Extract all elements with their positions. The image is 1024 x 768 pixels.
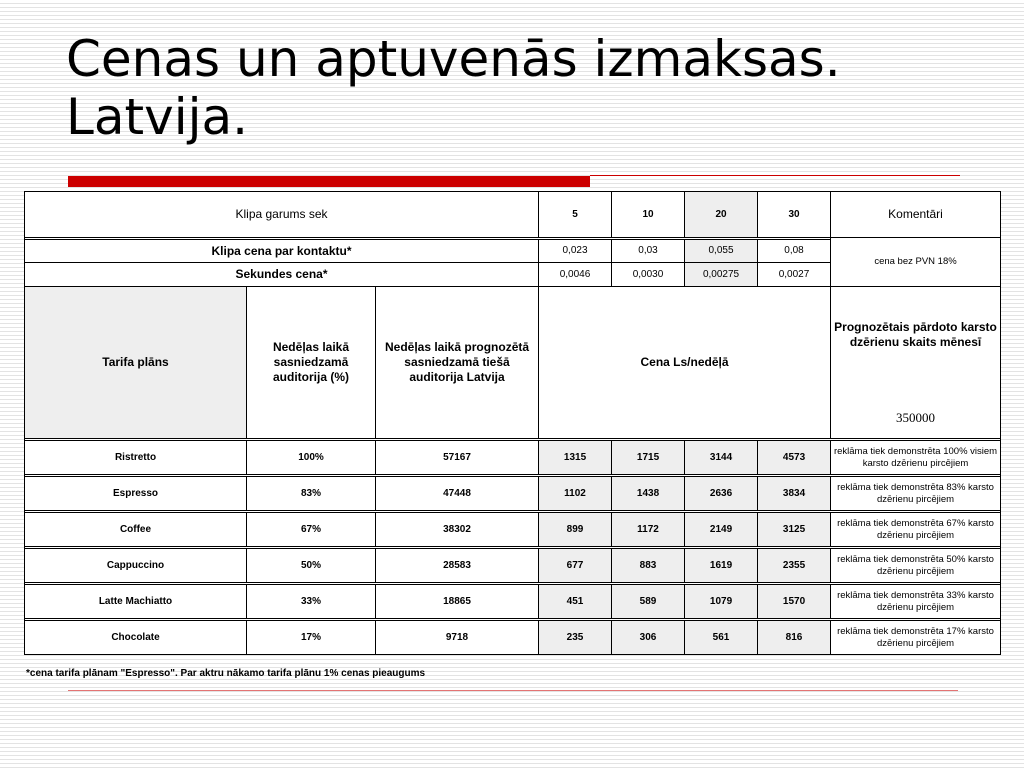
price-30: 816 <box>758 621 831 655</box>
row-comment: reklāma tiek demonstrēta 50% karsto dzērienu pircējiem <box>831 549 1001 583</box>
title-accent-bar <box>68 176 590 187</box>
clip-length-10: 10 <box>612 192 685 238</box>
plan-name: Ristretto <box>25 441 247 475</box>
price-10: 1715 <box>612 441 685 475</box>
price-10: 589 <box>612 585 685 619</box>
row-comment: reklāma tiek demonstrēta 67% karsto dzērienu pircējiem <box>831 513 1001 547</box>
forecast-cell <box>831 287 1001 439</box>
forecast-sold-header: Prognozētais pārdoto karsto dzērienu skaits mēnesī <box>834 319 997 349</box>
table-row <box>25 441 1001 475</box>
audience-count: 9718 <box>376 621 539 655</box>
weekly-audience-header: Nedēļas laikā sasniedzamā auditorija (%) <box>247 287 376 439</box>
price-30: 3834 <box>758 477 831 511</box>
comments-header: Komentāri <box>831 192 1001 238</box>
audience-pct: 33% <box>247 585 376 619</box>
price-table-body <box>25 192 1001 439</box>
slide-title-line1: Cenas un aptuvenās izmaksas. <box>66 30 841 88</box>
audience-count: 57167 <box>376 441 539 475</box>
audience-pct: 17% <box>247 621 376 655</box>
audience-count: 18865 <box>376 585 539 619</box>
table-row <box>25 477 1001 511</box>
title-accent-line <box>590 175 960 176</box>
vat-note: cena bez PVN 18% <box>831 238 1001 287</box>
tariff-plan-header: Tarifa plāns <box>25 287 247 439</box>
price-20: 1079 <box>685 585 758 619</box>
price-5: 451 <box>539 585 612 619</box>
row-comment: reklāma tiek demonstrēta 100% visiem karsto dzērienu pircējiem <box>831 441 1001 475</box>
second-price-label: Sekundes cena* <box>25 263 539 287</box>
plan-name: Cappuccino <box>25 549 247 583</box>
clip-length-label: Klipa garums sek <box>25 192 539 238</box>
clip-length-20: 20 <box>685 192 758 238</box>
forecast-box <box>833 288 998 438</box>
clip-price-label: Klipa cena par kontaktu* <box>25 240 539 263</box>
clip-price-10: 0,03 <box>612 240 685 263</box>
price-20: 1619 <box>685 549 758 583</box>
plan-header-row <box>25 287 1001 439</box>
audience-pct: 67% <box>247 513 376 547</box>
table-row <box>25 621 1001 655</box>
clip-length-row <box>25 192 1001 238</box>
second-price-30: 0,0027 <box>758 263 831 287</box>
second-price-10: 0,0030 <box>612 263 685 287</box>
table-row <box>25 549 1001 583</box>
price-20: 561 <box>685 621 758 655</box>
bottom-accent-line <box>68 690 958 691</box>
plan-name: Latte Machiatto <box>25 585 247 619</box>
price-5: 677 <box>539 549 612 583</box>
footnote: *cena tarifa plānam "Espresso". Par aktru nākamo tarifa plānu 1% cenas pieaugums <box>26 668 426 679</box>
plan-name: Coffee <box>25 513 247 547</box>
price-20: 2149 <box>685 513 758 547</box>
forecast-sold-value: 350000 <box>896 409 936 425</box>
table-row <box>25 585 1001 619</box>
plan-rows <box>25 439 1001 655</box>
price-5: 899 <box>539 513 612 547</box>
row-comment: reklāma tiek demonstrēta 33% karsto dzērienu pircējiem <box>831 585 1001 619</box>
audience-pct: 83% <box>247 477 376 511</box>
price-5: 235 <box>539 621 612 655</box>
audience-count: 47448 <box>376 477 539 511</box>
weekly-forecast-header: Nedēļas laikā prognozētā sasniedzamā tiešā auditorija Latvija <box>376 287 539 439</box>
price-10: 1172 <box>612 513 685 547</box>
price-10: 883 <box>612 549 685 583</box>
price-30: 4573 <box>758 441 831 475</box>
price-10: 1438 <box>612 477 685 511</box>
clip-length-30: 30 <box>758 192 831 238</box>
clip-price-30: 0,08 <box>758 240 831 263</box>
audience-count: 28583 <box>376 549 539 583</box>
price-table <box>24 191 1001 655</box>
audience-pct: 50% <box>247 549 376 583</box>
second-price-20: 0,00275 <box>685 263 758 287</box>
price-per-week-header: Cena Ls/nedēļā <box>539 287 831 439</box>
price-20: 3144 <box>685 441 758 475</box>
price-10: 306 <box>612 621 685 655</box>
second-price-5: 0,0046 <box>539 263 612 287</box>
clip-length-5: 5 <box>539 192 612 238</box>
price-30: 3125 <box>758 513 831 547</box>
price-30: 2355 <box>758 549 831 583</box>
plan-name: Espresso <box>25 477 247 511</box>
plan-name: Chocolate <box>25 621 247 655</box>
clip-price-5: 0,023 <box>539 240 612 263</box>
slide-title-line2: Latvija. <box>66 88 249 146</box>
price-30: 1570 <box>758 585 831 619</box>
audience-count: 38302 <box>376 513 539 547</box>
audience-pct: 100% <box>247 441 376 475</box>
table-row <box>25 513 1001 547</box>
price-5: 1315 <box>539 441 612 475</box>
slide-title <box>66 30 841 146</box>
row-comment: reklāma tiek demonstrēta 17% karsto dzērienu pircējiem <box>831 621 1001 655</box>
price-5: 1102 <box>539 477 612 511</box>
clip-price-20: 0,055 <box>685 240 758 263</box>
price-20: 2636 <box>685 477 758 511</box>
row-comment: reklāma tiek demonstrēta 83% karsto dzērienu pircējiem <box>831 477 1001 511</box>
